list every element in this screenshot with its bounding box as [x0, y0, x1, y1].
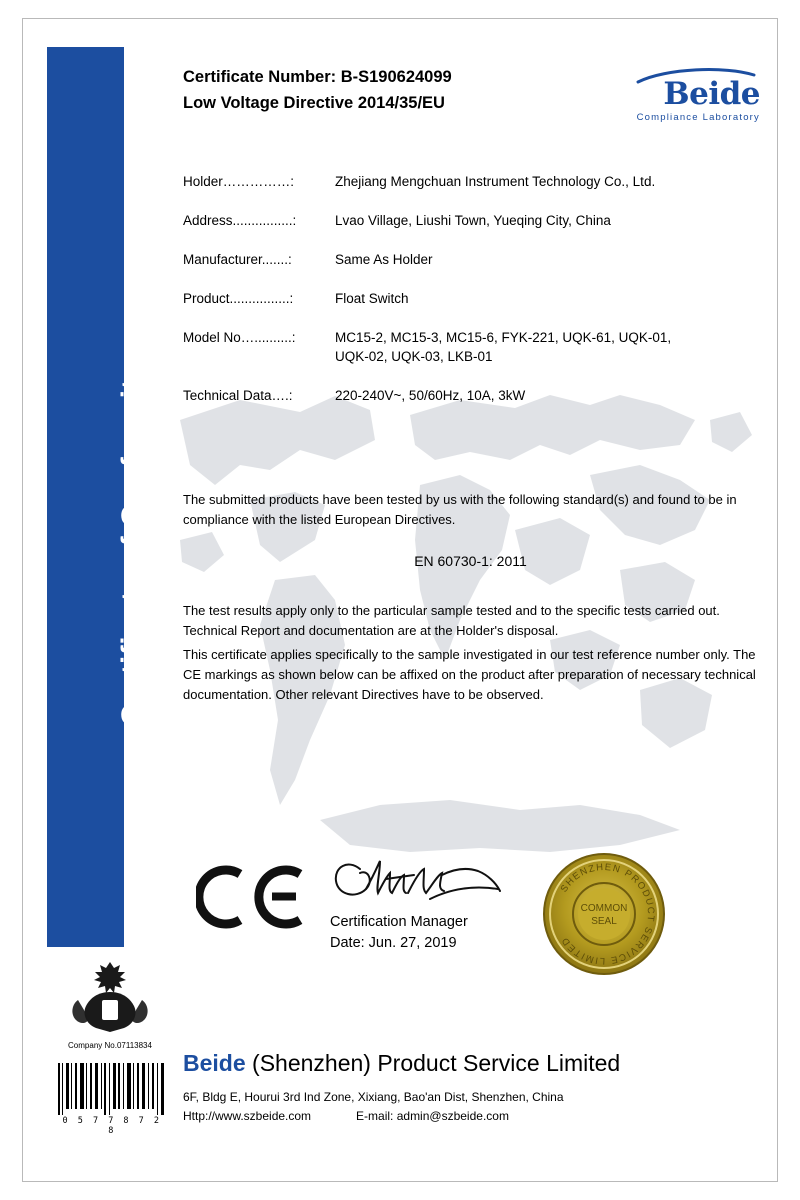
field-row: [183, 172, 743, 191]
field-value: Float Switch: [335, 291, 409, 306]
field-label: Manufacturer.......:: [183, 252, 292, 267]
royal-crest-block: [52, 960, 168, 1050]
company-seal-icon: [540, 850, 668, 978]
footer-company: [183, 1048, 758, 1078]
field-row: [183, 250, 743, 269]
footer-block: [183, 1048, 758, 1126]
field-label: Model No…..........:: [183, 330, 296, 345]
certificate-title: Certificate of Conformity: [115, 361, 149, 727]
certificate-number: Certificate Number: B-S190624099: [183, 68, 452, 86]
field-value: Zhejiang Mengchuan Instrument Technology Co., Ltd.: [335, 174, 656, 189]
compliance-paragraph: The submitted products have been tested by us with the following standard(s) and found to be in compliance with the listed European Directives.: [183, 492, 737, 527]
logo-name: Beide: [663, 76, 760, 112]
field-value-line2: UQK-02, UQK-03, LKB-01: [335, 349, 493, 364]
field-label: Product................:: [183, 291, 294, 306]
test-results-paragraph: The test results apply only to the particular sample tested and to the specific tests carried out. Technical Report and documentation are at the Holder's disposal.: [183, 603, 720, 638]
beide-logo: [550, 78, 760, 123]
signature-title: Certification Manager: [330, 914, 468, 930]
field-value: 220-240V~, 50/60Hz, 10A, 3kW: [335, 388, 526, 403]
royal-crest-icon: [68, 960, 152, 1034]
field-label: Holder……………:: [183, 174, 295, 189]
svg-text:SEAL: SEAL: [591, 916, 617, 927]
footer-address: 6F, Bldg E, Hourui 3rd Ind Zone, Xixiang, Bao'an Dist, Shenzhen, China: [183, 1090, 564, 1104]
field-value-line1: MC15-2, MC15-3, MC15-6, FYK-221, UQK-61, UQK-01,: [335, 330, 672, 345]
barcode-block: [56, 1063, 168, 1136]
barcode-number: 0 5 7 7 8 7 2 8: [62, 1116, 162, 1136]
standard-reference: EN 60730-1: 2011: [414, 553, 527, 569]
field-row: [183, 289, 743, 308]
certificate-title-band: [47, 47, 149, 947]
company-registration-no: Company No.07113834: [68, 1041, 152, 1050]
svg-text:COMMON: COMMON: [580, 903, 628, 914]
certificate-header: [183, 64, 452, 116]
signature-block: [330, 855, 530, 954]
certificate-fields: [183, 172, 743, 425]
footer-email[interactable]: E-mail: admin@szbeide.com: [356, 1109, 509, 1123]
field-row: [183, 386, 743, 405]
logo-tagline: Compliance Laboratory: [636, 112, 760, 123]
field-row: [183, 211, 743, 230]
barcode-icon: [56, 1063, 168, 1115]
svg-text:SHENZHEN PRODUCT SERVICE LIMIT: SHENZHEN PRODUCT SERVICE LIMITED: [558, 861, 657, 967]
field-value: Same As Holder: [335, 252, 433, 267]
footer-brand: Beide: [183, 1050, 246, 1076]
signature-date: Date: Jun. 27, 2019: [330, 935, 457, 951]
field-label: Address................:: [183, 213, 297, 228]
footer-company-rest: (Shenzhen) Product Service Limited: [252, 1050, 621, 1076]
ce-mark-icon: [196, 862, 306, 932]
directive-line: Low Voltage Directive 2014/35/EU: [183, 94, 445, 112]
field-row: [183, 328, 743, 366]
ce-marking-paragraph: This certificate applies specifically to the sample investigated in our test reference number only. The CE markings as shown below can be affixed on the product after preparation of necessary technical documentation. Other relevant Directives have to be observed.: [183, 647, 756, 702]
field-value: [335, 328, 743, 366]
logo-swoosh-icon: [636, 66, 756, 84]
field-value: Lvao Village, Liushi Town, Yueqing City, China: [335, 213, 611, 228]
footer-website[interactable]: Http://www.szbeide.com: [183, 1109, 312, 1123]
footer-contact: [183, 1107, 758, 1126]
handwritten-signature-icon: [330, 855, 505, 907]
field-label: Technical Data….:: [183, 388, 293, 403]
